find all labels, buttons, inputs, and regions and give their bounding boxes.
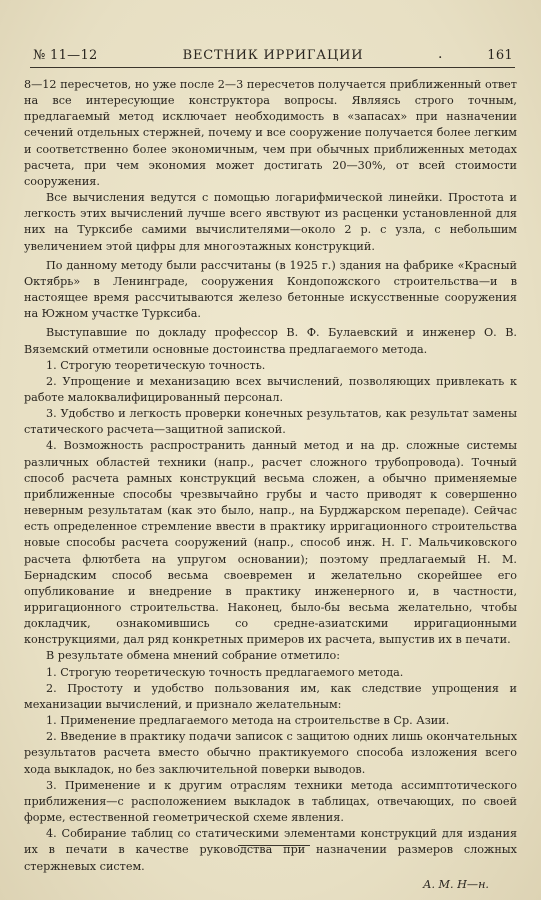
list-item: 4. Собирание таблиц со статическими элементами конструкций для издания их в печати в качестве руководства при назначении размеров сложных стержневых систем.	[24, 827, 517, 873]
list-item: 1. Строгую теоретическую точность.	[46, 358, 266, 372]
paragraph: По данному методу были рассчитаны (в 1925 г.) здания на фабрике «Красный Октябрь» в Ленинграде, сооружения Кондопожского строительства—и в настоящее время рассчитываются железо бетонные искусственные сооружения на Южном участке Турксиба.	[24, 258, 517, 321]
list-item: 2. Упрощение и механизацию всех вычислений, позволяющих привлекать к работе малоквалифицированный персонал.	[24, 374, 517, 404]
paragraph: Все вычисления ведутся с помощью логарифмической линейки. Простота и легкость этих вычислений лучше всего явствуют из расценки установленной для них на Турксибе самими вычислителями—около 2 р. с узла, с небольшим увеличением этой цифры для многоэтажных конструкций.	[24, 191, 517, 253]
paragraph: В результате обмена мнений собрание отметило:	[46, 649, 341, 663]
list-item: 3. Применение и к другим отраслям техники метода ассимптотического приближения—с расположением выкладок в таблицах, отвечающих, по своей форме, естественной геометрической схеме явления.	[24, 778, 517, 825]
list-item: 1. Применение предлагаемого метода на строительстве в Ср. Азии.	[46, 714, 450, 728]
header-rule	[30, 67, 515, 68]
page-number: 161	[487, 48, 513, 63]
list-item: 2. Простоту и удобство пользования им, как следствие упрощения и механизации вычислений, и признало желательным:	[24, 681, 517, 711]
article-body	[24, 77, 517, 893]
header-dot: .	[438, 46, 443, 62]
list-item: 2. Введение в практику подачи записок с защитою одних лишь окончательных результатов расчета вместо обычно практикуемого способа изложения всего хода выкладок, но без заключительной поверки выводов.	[24, 730, 517, 776]
end-rule	[238, 845, 310, 846]
journal-title: ВЕСТНИК ИРРИГАЦИИ	[182, 48, 364, 63]
page-header	[33, 44, 513, 66]
paragraph: 8—12 пересчетов, но уже после 2—3 пересчетов получается приближенный ответ на все интересующие конструктора вопросы. Являясь строго точным, предлагаемый метод исключает необходимость в «запасах» при назначении сечений отдельных стержней, почему и все сооружение получается более легким и соответственно более экономичным, чем при обычных приближенных методах расчета, при чем экономия может достигать 20—30%, от всей стоимости сооружения.	[24, 78, 517, 188]
issue-number: № 11—12	[33, 48, 98, 63]
author-signature: А. М. Н—н.	[422, 877, 489, 891]
list-item: 4. Возможность распространить данный метод и на др. сложные системы различных областей техники (напр., расчет сложного трубопровода). Точный способ расчета рамных конструкций весьма сложен, а обычно применяемые приближенные способы чрезвычайно грубы и часто приводят к совершенно неверным результатам (как это было, напр., на Бурджарском перепаде). Сейчас есть определенное стремление ввести в практику ирригационного строительства новые способы расчета сооружений (напр., способ инж. Н. Г. Мальчиковского расчета флютбета на упругом основании); поэтому предлагаемый Н. М. Бернадским способ весьма своевремен и желательно скорейшее его опубликование и внедрение в практику инженерного и, в частности, ирригационного строительства. Наконец, было-бы весьма желательно, чтобы докладчик, ознакомившись со средне-азиатскими ирригационными конструкциями, дал ряд конкретных примеров их расчета, выпустив их в печати.	[24, 439, 517, 647]
list-item: 1. Строгую теоретическую точность предлагаемого метода.	[46, 665, 404, 679]
paragraph: Выступавшие по докладу профессор В. Ф. Булаевский и инженер О. В. Вяземский отметили основные достоинства предлагаемого метода.	[24, 326, 517, 356]
list-item: 3. Удобство и легкость проверки конечных результатов, как результат замены статического расчета—защитной запиской.	[24, 407, 517, 437]
